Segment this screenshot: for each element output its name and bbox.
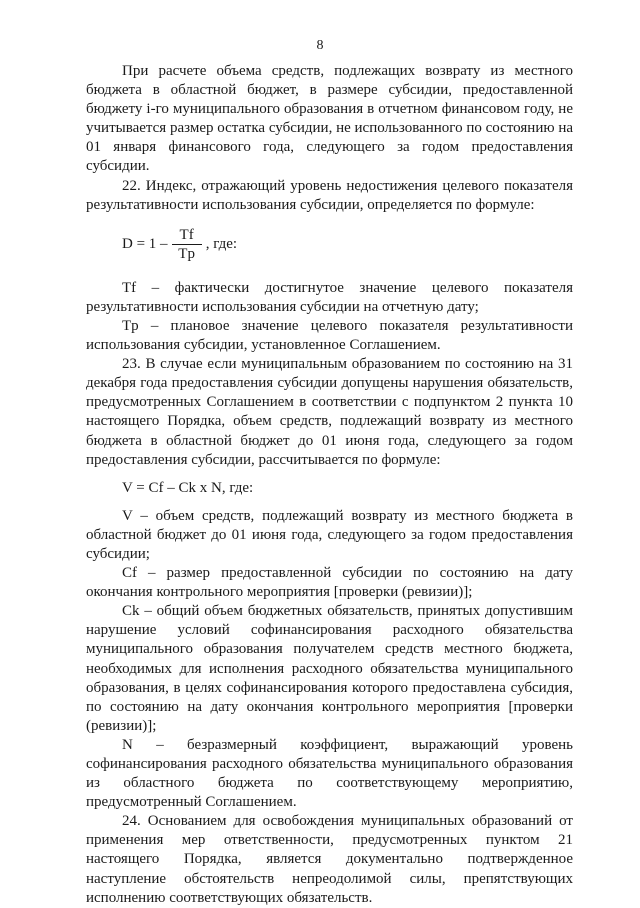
paragraph-24: 24. Основанием для освобождения муниципальных образований от применения мер ответственности, предусмотренных пунктом 21 настоящего Порядка, является документально подтвержденное наступление обстоятельств непреодолимой силы, препятствующих исполнению соответствующих обязательств.	[86, 813, 573, 906]
definition-v: V – объем средств, подлежащий возврату из местного бюджета в областной бюджет до 01 июня года, следующего за годом предоставления субсидии;	[86, 507, 573, 562]
definition-cf: Cf – размер предоставленной субсидии по состоянию на дату окончания контрольного мероприятия [проверки (ревизии)];	[86, 565, 573, 601]
paragraph-23: 23. В случае если муниципальным образованием по состоянию на 31 декабря года предоставления субсидии допущены нарушения обязательств, предусмотренных Соглашением в соответствии с подпунктом 2 пункта 10 настоящего Порядка, объем средств, подлежащий возврату из местного бюджета в областной бюджет до 01 июня года, следующего за годом предоставления субсидии, рассчитывается по формуле:	[86, 356, 573, 468]
formula-volume-v: V = Cf – Ck x N, где:	[122, 479, 254, 496]
document-body	[86, 62, 573, 908]
paragraph-22: 22. Индекс, отражающий уровень недостижения целевого показателя результативности использования субсидии, определяется по формуле:	[86, 177, 573, 213]
formula-denominator: Tp	[178, 246, 195, 263]
page-number: 8	[316, 38, 324, 53]
formula-lhs: D = 1 –	[122, 236, 168, 253]
formula-index-d	[122, 219, 573, 271]
definition-n: N – безразмерный коэффициент, выражающий уровень софинансирования расходного обязательства муниципального образования из областного бюджета по соответствующему мероприятию, предусмотренный Соглашением.	[86, 736, 573, 811]
paragraph-intro: При расчете объема средств, подлежащих возврату из местного бюджета в областной бюджет, в размере субсидии, предоставленной бюджету i-го муниципального образования в отчетном финансовом году, не учитывается размер остатка субсидии, не использованного по состоянию на 01 января финансового года, следующего за годом предоставления субсидии.	[86, 63, 573, 175]
formula-fraction	[172, 226, 202, 263]
definition-tf: Tf – фактически достигнутое значение целевого показателя результативности использования субсидии на отчетную дату;	[86, 279, 573, 315]
formula-numerator: Tf	[172, 226, 202, 245]
formula-suffix: , где:	[205, 236, 238, 253]
definition-tp: Tp – плановое значение целевого показателя результативности использования субсидии, установленное Соглашением.	[86, 317, 573, 354]
definition-ck: Ck – общий объем бюджетных обязательств, принятых допустившим нарушение условий софинансирования расходного обязательства муниципального образования получателем средств местного бюджета, необходимых для исполнения расходного обязательства муниципального образования, в целях софинансирования которого предоставлена субсидия, по состоянию на дату окончания контрольного мероприятия [проверки (ревизии)];	[86, 603, 573, 734]
